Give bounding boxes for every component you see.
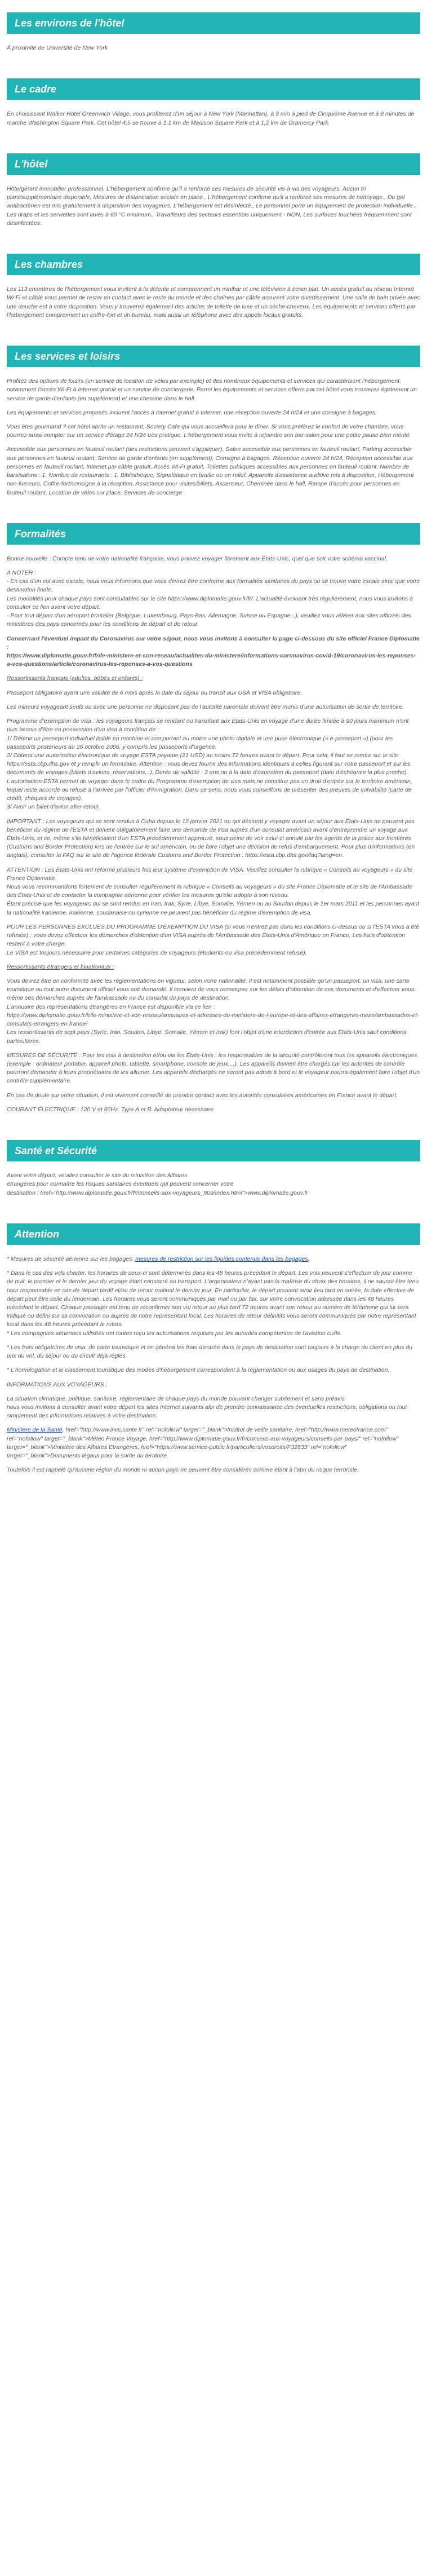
paragraph-text: Hôte/gérant immobilier professionnel. L'hébergement confirme qu'il a renforcé ses mesures de sécurité vis-à-vis des voyageurs. Aucun tri plant/supplémentaire disponible, Mesures de distanciation sociale en place., L'hébergement confirme qu'il a renforcé ses mesures de nettoyage., Du gel antibactérien est mis gratuitement à disposition des voyageurs, L'hébergement est désinfecté., Le personnel porte un équipement de protection individuelle., Les draps et les serviettes sont lavés à 60 °C minimum., Travailleurs des secteurs essentiels uniquement - NON, Les surfaces touchées fréquemment sont désinfectées. [7,185,416,227]
paragraph [7,409,420,417]
paragraph [7,1106,420,1114]
paragraph [7,1344,420,1360]
section-3 [0,241,427,333]
paragraph-text: À proximité de Université de New York [7,45,108,52]
section-title: Formalités [7,523,420,545]
paragraph-text: * Dans le cas des vols charter, les horaires de ceux-ci sont déterminés dans les 48 heures précédant le départ. Les vols peuvent s'effectuer de jour comme de nuit, le premier et le dernier jour du voyage étant consacré au transport. L'organisateur n'ayant pas la maîtrise du choix des horaires, il ne saurait être tenu pour responsable en cas de départ tardif et/ou de retour matinal le dernier jour. En particulier, le départ pouvant avoir lieu tard en soirée, la date effective de départ peut être celle du lendemain. Les horaires vous seront communiqués par mail ou par fax, sur votre convocation adressée dans les 48 heures précédant le départ. Chaque passager est tenu de reconfirmer son vol retour au plus tard 72 heures avant son retour au numéro de téléphone qui lui sera indiqué ou défini sur sa convocation ou auprès de notre représentant local. Les horaires de retour définitifs vous seront communiqués par notre représentant local dans les 48 heures précédant le retour. * Les compagnies aériennes utilisées ont toutes reçu les autorisations requises par les autorités compétentes de l'aviation civile. [7,1270,419,1337]
paragraph-text: Ressortissants français (adultes, bébés et enfants) : [7,675,143,682]
paragraph-text: COURANT ÉLECTRIQUE : 120 V et 60Hz. Type A et B. Adaptateur nécessaire. [7,1106,215,1113]
paragraph-text: En cas de doute sur votre situation, il est vivement conseillé de prendre contact avec les autorités consulaires américaines en France avant le départ. [7,1092,398,1099]
paragraph-text: POUR LES PERSONNES EXCLUES DU PROGRAMME D'EXEMPTION DU VISA (si vous n'entrez pas dans les conditions ci-dessus ou si l'ESTA vous a été refusée) : vous devez effectuer les démarches d'obtention d'un VISA auprès de l'Ambassade des États-Unis d'Amérique en France. Les frais d'obtention restent à votre charge. Le VISA est toujours nécessaire pour certaines catégories de voyageurs (étudiants ou visa précédemment refusé). [7,923,420,956]
paragraph [7,1092,420,1100]
paragraph-text: Les mineurs voyageant seuls ou avec une personne ne disposant pas de l'autorité parentale doivent être munis d'une autorisation de sortie de territoire. [7,703,404,710]
paragraph-text: Les 113 chambres de l'hébergement vous invitent à la détente et comprennent un minibar et une télévision à écran plat. Un accès gratuit au réseau Internet Wi-Fi et câblé vous permet de rester en contact avec le reste du monde et des chaînes par câble assurent votre divertissement. Une salle de bain privée avec une douche est à votre disposition. Vous y trouverez également des articles de toilette de luxe et un sèche-cheveux. Les équipements et services offerts par l'hébergement comprennent un coffre-fort et un bureau, mais aussi un téléphone avec des appels locaux gratuits. [7,286,420,319]
paragraph [7,1426,420,1460]
paragraph-text: * Les frais obligatoires de visa, de carte touristique et en général les frais d'entrée dans le pays de destination sont toujours à la charge du client en plus du prix du vol, du séjour ou du circuit déjà réglés. [7,1344,412,1360]
paragraph [7,1255,420,1263]
section-6 [0,1128,427,1211]
paragraph-text-after-link: . [308,1255,310,1262]
section-title: Santé et Sécurité [7,1140,420,1161]
paragraph-text: INFORMATIONS AUX VOYAGEURS : [7,1381,108,1388]
paragraph [7,1269,420,1338]
paragraph [7,963,420,971]
paragraph-text: Bonne nouvelle : Compte tenu de votre nationalité française, vous pouvez voyager librement aux États-Unis, quel que soit votre schéma vaccinal. [7,555,388,562]
section-title: Attention [7,1223,420,1245]
paragraph [7,674,420,683]
paragraph [7,1381,420,1389]
paragraph [7,1466,420,1474]
section-title: Les environs de l'hôtel [7,12,420,34]
paragraph [7,1172,420,1198]
paragraph [7,110,420,127]
section-0 [0,0,427,66]
paragraph [7,703,420,712]
paragraph-text: * L'homologation et le classement touristique des modes d'hébergement correspondent à la réglementation ou aux usages du pays de destination. [7,1367,390,1374]
paragraph [7,377,420,403]
section-title: Les services et loisirs [7,346,420,367]
paragraph [7,285,420,320]
section-2 [0,141,427,241]
paragraph [7,445,420,497]
paragraph-text: Vous êtes gourmand ? cet hôtel abrite un restaurant, Society Cafe qui vous accueillera pour le dîner. Si vous préférez le confort de votre chambre, vous pourrez aussi compter sur un service d'étage 24 h/24 très pratique. L'hébergement vous invite à rejoindre son bar-salon pour une petite pause bien mérité. [7,423,411,439]
paragraph [7,923,420,957]
paragraph-text: Vous devrez être en conformité avec les réglementations en vigueur, selon votre nationalité. Il est notamment possible qu'un passeport, un visa, une carte touristique ou tout autre document officiel vous soit demandé. Il convient de vous renseigner sur les délais d'obtention de ces documents et d'effectuer vous-même ses démarches auprès de l'ambassade ou du consulat du pays de destination. L'annuaire des représentations étrangères en France est disponible via ce lien : https://www.diplomatie.gouv.fr/fr/le-ministere-et-son-reseau/annuaires-et-adresses-du-ministere-de-l-europe-et-des-affaires-etrangeres-meae/ambassades-et-consulats-etrangers-en-france/ Les ressortissants de sept pays (Syrie, Iran, Soudan, Libye, Somalie, Yémen et Irak) font l'objet d'une interdiction d'entrée aux États-Unis sauf conditions particulières. [7,978,419,1045]
paragraph-text: Programme d'exemption de visa : les voyageurs français se rendant ou transitant aux États-Unis en voyage d'une durée limitée à 90 jours maximum n'ont plus besoin d'être en possession d'un visa à condition de : 1/ Détenir un passeport individuel lisible en machine et comportant au moins une photo digitale et une puce électronique (« e-passeport ») (pour les passeports postérieurs au 26 octobre 2006, y compris les passeports d'urgence. 2/ Obtenir une autorisation électronique de voyage ESTA payante (21 USD) au moins 72 heures avant le départ. Pour cela, il faut se rendre sur le site https://esta.cbp.dhs.gov et y remplir un formulaire. Attention : vous devez fournir des informations identiques à celles figurant sur votre passeport et sur les documents de voyages (billets d'avions, réservations...). Durée de validité : 2 ans ou à la date d'expiration du passeport (date d'échéance la plus proche). L'autorisation ESTA permet de voyager dans le cadre du Programme d'exemption de visa mais ne constitue pas un droit d'entrée sur le territoire américain, lequel reste accordé ou refusé à l'arrivée par l'officier d'immigration. Dans ce sens, nous vous conseillons de présenter des preuves de solvabilité (carte de crédit, chèques de voyages). 3/ Avoir un billet d'avion aller-retour. [7,718,412,811]
paragraph-text: Accessible aux personnes en fauteuil roulant (des restrictions peuvent s'appliquer), Salon accessible aux personnes en fauteuil roulant, Parking accessible aux personnes en fauteuil roulant, Service de garde d'enfants (en supplément), Consigne à bagages, Réception ouverte 24 h/24, Réception accessible aux personnes en fauteuil roulant, Internet par câble gratuit, Accès Wi-Fi gratuit, Toilettes publiques accessibles aux personnes en fauteuil roulant, Nombre de bars/salons : 1, Nombre de restaurants : 1, Bibliothèque, Signalétique en braille ou en relief, Appareils d'assistance auditive mis à disposition, Hébergement non-fumeurs, Coffre-fort/consigne à la réception, Assistance pour visites/billets, Ascenseur, Cheminée dans le hall, Rampe d'accès pour personnes en fauteuil roulant, Location de vélos sur place, Services de concierge [7,446,414,496]
inline-link[interactable]: Ministère de la Santé [7,1426,63,1434]
inline-link[interactable]: mesures de restriction sur les liquides contenus dans les bagages [135,1255,308,1262]
paragraph-text: Avant votre départ, veuillez consulter le site du ministère des Affaires étrangères pour connaître les risques sanitaires éventuels qui peuvent concerner votre destination : href="http://www.diplomatie.gouv.fr/fr/conseils-aux-voyageurs_909/index.html">www.diplomatie.gouv.fr [7,1172,308,1196]
paragraph [7,185,420,228]
paragraph-text: Passeport obligatoire ayant une validité de 6 mois après la date du séjour ou transit aux USA et VISA obligatoire. [7,689,302,696]
section-1 [0,66,427,141]
section-7 [0,1211,427,1488]
paragraph [7,423,420,440]
paragraph-text: * Mesures de sécurité aérienne sur les bagages: [7,1255,136,1262]
section-title: Le cadre [7,78,420,100]
paragraph-text: A NOTER : - En cas d'un vol avec escale, nous vous informons que vous devrez être conforme aux formalités sanitaires du pays où se trouve votre escale ainsi que votre destination finale. Les modalités pour chaque pays sont consultables sur le site https://www.diplomatie.gouv.fr/fr/. L'actualité évoluant très régulièrement, nous vous invitons à consulter ce lien avant votre départ. - Pour tout départ d'un aéroport frontalier (Belgique, Luxembourg, Pays-Bas, Allemagne, Suisse ou Espagne...), veuillez vous référer aux sites officiels des ministères des pays concernés pour les conditions de départ et de retour. [7,569,420,628]
paragraph-text: La situation climatique, politique, sanitaire, réglementaire de chaque pays du monde pouvant changer subitement et sans préavis nous vous invitons à consulter avant votre départ les sites Internet suivants afin de prendre connaissance des éventuelles restrictions, obligations ou tout simplement des informations relatives à votre destination. [7,1395,407,1420]
paragraph [7,1395,420,1421]
paragraph-text: ATTENTION : Les États-Unis ont réformé plusieurs fois leur système d'exemption de VISA. Veuillez consulter la rubrique « Conseils au voyageurs » du site France Diplomatie. Nous vous recommandons fortement de consulter régulièrement la rubrique « Conseils au voyageurs » du site France Diplomatie et le site de l'Ambassade des États-Unis et de contacter la compagnie aérienne pour vérifier les mesures qu'elle adopte à son niveau. Étant précisé que les voyageurs qui se sont rendus en Iran, Irak, Syrie, Libye, Somalie, Yémen ou au Soudan depuis le 1er mars 2011 et les personnes ayant la nationalité iranienne, irakienne, soudanaise ou syrienne ne peuvent pas bénéficier du régime d'exemption de visa. [7,866,420,916]
paragraph [7,818,420,860]
paragraph [7,717,420,811]
paragraph [7,689,420,697]
paragraph [7,555,420,563]
paragraph-text: Ressortissants étrangers et binationaux : [7,963,114,970]
paragraph-text: MESURES DE SÉCURITÉ : Pour les vols à destination et/ou via les États-Unis : les responsables de la sécurité contrôleront tous les appareils électroniques (exemple : ordinateur portable, appareil photo, tablette, smartphone, console de jeux....). Les appareils doivent être chargés car les autorités de contrôle pourront demander à leurs propriétaires de les allumer. Les appareils déchargés ne seront pas admis à bord et le voyageur pourra également faire l'objet d'un contrôle supplémentaire. [7,1051,420,1085]
paragraph [7,866,420,917]
paragraph-text: En choisissant Walker Hotel Greenwich Village, vous profiterez d'un séjour à New York (Manhattan), à 3 min à pied de Cinquième Avenue et à 8 minutes de marche Washington Square Park. Cet hôtel 4,5 se trouve à 1,1 km de Madison Square Park et à 1,2 km de Gramercy Park. [7,111,415,126]
section-4 [0,333,427,511]
section-5 [0,511,427,1128]
paragraph [7,635,420,669]
paragraph-text: Profitez des options de loisirs (un service de location de vélos par exemple) et des nombreux équipements et services qui caractérisent l'hébergement, notamment l'accès Wi-Fi à Internet gratuit et un service de conciergerie. Parmi les équipements et services offerts par cet hôtel vous trouverez également un service de garde d'enfants (en supplément) et une chemine dans le hall. [7,378,417,402]
section-title: L'hôtel [7,153,420,175]
paragraph-text: IMPORTANT : Les voyageurs qui se sont rendus à Cuba depuis le 12 janvier 2021 ou qui désirent y voyager avant un séjour aux États-Unis ne peuvent pas bénéficier du régime de l'ESTA et doivent obligatoirement faire une demande de visa auprès d'un consulat américain avant d'entreprendre un voyage aux États-Unis, et ce, même s'ils bénéficiaient d'un ESTA précédemment approuvé, sous peine de voir celui-ci annulé par les agents de la police aux frontières (Customs and Border Protection) lors de l'entrée sur le sol américain, ou de faire l'objet une décision de refus d'embarquement. Pour plus d'informations (en anglais), consulter la FAQ sur le site de l'agence fédérale Customs and Border Protection : https://esta.cbp.dhs.gov/faq?lang=en. [7,818,415,859]
paragraph-text-after-link: , href="http://www.invs.sante.fr" rel="nofollow" target="_blank">Institut de veille sanitaire, href="http://www.meteofrance.com" rel="nofollow" target="_blank">Météo France Voyage, href="http://www.diplomatie.gouv.fr/fr/conseils-aux-voyageurs/conseils-par-pays/" rel="nofollow" target="_blank">Ministère des Affaires Étrangères, href="https://www.service-public.fr/particuliers/vosdroits/F32833" rel="nofollow" target="_blank">Documents légaux pour la sortie du territoire. [7,1426,399,1460]
paragraph [7,1051,420,1086]
paragraph [7,569,420,629]
paragraph [7,1366,420,1375]
paragraph [7,977,420,1046]
paragraph [7,44,420,52]
paragraph-text: Concernant l'éventuel impact du Coronavirus sur votre séjour, nous vous invitons à consulter la page ci-dessous du site officiel France Diplomatie : https://www.diplomatie.gouv.fr/fr/le-ministere-et-son-reseau/actualites-du-ministere/informations-coronavirus-covid-19/coronavirus-les-reponses-a-vos-questions/article/coronavirus-les-reponses-a-vos-questions [7,635,420,668]
section-title: Les chambres [7,254,420,275]
paragraph-text: Toutefois il est rappelé qu'aucune région du monde ni aucun pays ne peuvent être considérés comme étant à l'abri du risque terroriste. [7,1466,359,1474]
paragraph-text: Les équipements et services proposés incluent l'accès à Internet gratuit à Internet, une réception ouverte 24 h/24 et une consigne à bagages. [7,409,377,416]
